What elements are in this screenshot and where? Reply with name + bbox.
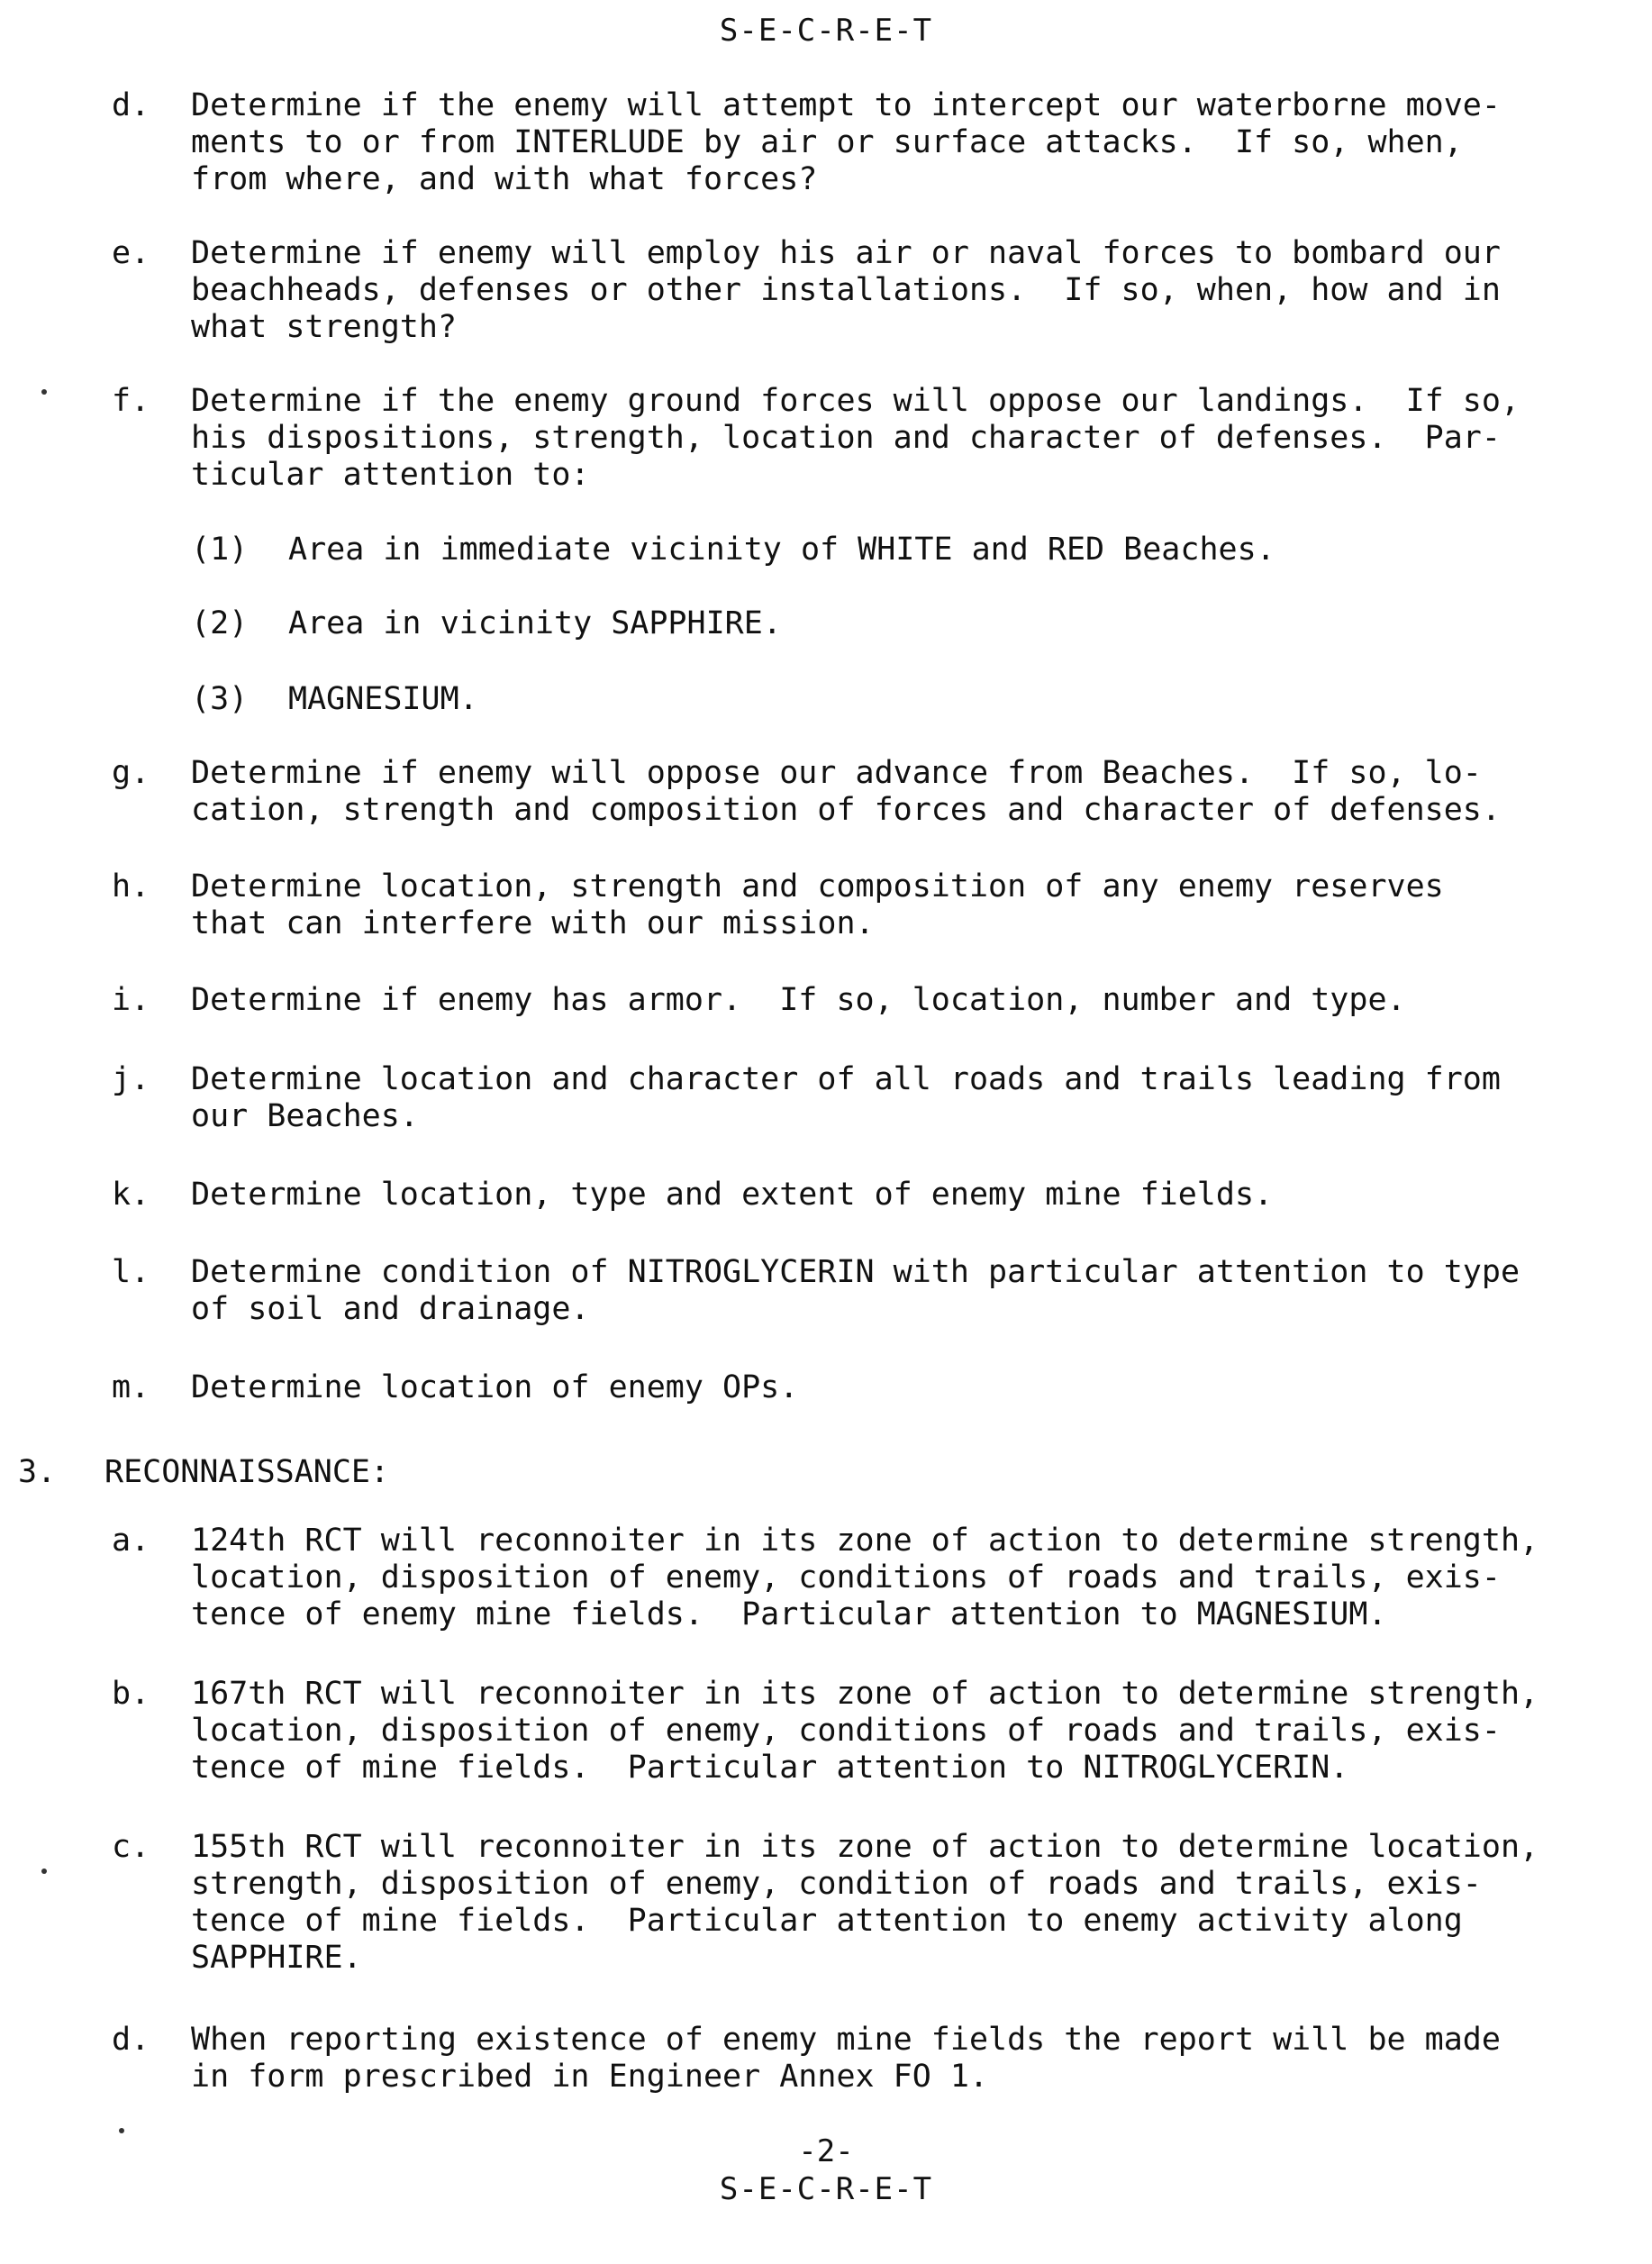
item-label: c. — [112, 1829, 150, 1865]
item-3c — [112, 1829, 1625, 1980]
item-text-line: Determine if enemy will employ his air or naval forces to bombard our — [191, 235, 1501, 271]
item-text-line: his dispositions, strength, location and character of defenses. Par- — [191, 420, 1501, 456]
bottom-classification-marking: S-E-C-R-E-T — [719, 2171, 933, 2207]
item-text-line: Determine if enemy has armor. If so, location, number and type. — [191, 982, 1406, 1018]
item-label: b. — [112, 1676, 150, 1712]
item-text-line: tence of mine fields. Particular attention to enemy activity along — [191, 1903, 1463, 1939]
item-text-line: tence of mine fields. Particular attention to NITROGLYCERIN. — [191, 1750, 1349, 1786]
item-3d — [112, 2022, 1625, 2097]
item-2l — [112, 1254, 1598, 1330]
item-text-line: in form prescribed in Engineer Annex FO 1. — [191, 2059, 989, 2095]
item-3a — [112, 1523, 1625, 1636]
item-label: h. — [112, 868, 150, 905]
item-text-line: SAPPHIRE. — [191, 1940, 362, 1976]
item-label: g. — [112, 755, 150, 791]
item-2i — [112, 982, 1598, 1022]
item-2k — [112, 1177, 1598, 1216]
item-text-line: ments to or from INTERLUDE by air or surface attacks. If so, when, — [191, 124, 1463, 160]
item-label: j. — [112, 1061, 150, 1097]
item-label: (2) — [191, 605, 249, 641]
item-text-line: 155th RCT will reconnoiter in its zone of action to determine location, — [191, 1829, 1539, 1865]
item-2j — [112, 1061, 1598, 1137]
item-text-line: tence of enemy mine fields. Particular attention to MAGNESIUM. — [191, 1596, 1387, 1632]
item-text-line: cation, strength and composition of forces and character of defenses. — [191, 792, 1501, 828]
item-text-line: Area in vicinity SAPPHIRE. — [288, 605, 782, 641]
item-2e — [112, 235, 1598, 349]
item-text-line: Determine location, strength and composition of any enemy reserves — [191, 868, 1444, 905]
item-2f-1 — [191, 532, 1542, 571]
section-3-heading — [18, 1454, 1549, 1494]
item-text-line: from where, and with what forces? — [191, 161, 818, 197]
item-2m — [112, 1369, 1598, 1409]
item-text-line: Determine if enemy will oppose our advance from Beaches. If so, lo- — [191, 755, 1482, 791]
item-text-line: Determine if the enemy will attempt to intercept our waterborne move- — [191, 87, 1501, 123]
item-text-line: Determine location and character of all roads and trails leading from — [191, 1061, 1501, 1097]
item-text-line: Determine location of enemy OPs. — [191, 1369, 799, 1405]
page-number: -2- — [798, 2133, 854, 2169]
item-text-line: 124th RCT will reconnoiter in its zone of action to determine strength, — [191, 1523, 1539, 1559]
item-2f-2 — [191, 605, 1542, 645]
item-text-line: our Beaches. — [191, 1098, 419, 1134]
top-classification-marking: S-E-C-R-E-T — [719, 13, 933, 49]
item-label: d. — [112, 87, 150, 123]
item-label: e. — [112, 235, 150, 271]
item-text-line: beachheads, defenses or other installations. If so, when, how and in — [191, 272, 1501, 308]
item-label: f. — [112, 383, 150, 419]
section-number: 3. — [18, 1454, 57, 1490]
item-2d — [112, 87, 1598, 201]
item-2g — [112, 755, 1598, 831]
item-2h — [112, 868, 1598, 944]
item-text-line: ticular attention to: — [191, 457, 590, 493]
item-label: (1) — [191, 532, 249, 568]
item-3b — [112, 1676, 1625, 1789]
item-text-line: what strength? — [191, 309, 458, 345]
item-text-line: location, disposition of enemy, conditions of roads and trails, exis- — [191, 1559, 1501, 1596]
item-label: a. — [112, 1523, 150, 1559]
item-text-line: that can interfere with our mission. — [191, 905, 875, 941]
item-label: l. — [112, 1254, 150, 1290]
item-label: i. — [112, 982, 150, 1018]
item-text-line: Determine location, type and extent of enemy mine fields. — [191, 1177, 1274, 1213]
item-label: (3) — [191, 681, 249, 717]
item-text-line: MAGNESIUM. — [288, 681, 478, 717]
item-label: k. — [112, 1177, 150, 1213]
item-text-line: 167th RCT will reconnoiter in its zone of action to determine strength, — [191, 1676, 1539, 1712]
item-text-line: Determine condition of NITROGLYCERIN with particular attention to type — [191, 1254, 1520, 1290]
item-text-line: of soil and drainage. — [191, 1291, 590, 1327]
item-label: d. — [112, 2022, 150, 2058]
item-label: m. — [112, 1369, 150, 1405]
item-2f — [112, 383, 1598, 496]
item-text-line: Area in immediate vicinity of WHITE and RED Beaches. — [288, 532, 1275, 568]
scan-speck — [41, 389, 47, 395]
item-text-line: When reporting existence of enemy mine fields the report will be made — [191, 2022, 1501, 2058]
scan-speck — [41, 1868, 47, 1874]
item-text-line: strength, disposition of enemy, condition of roads and trails, exis- — [191, 1866, 1482, 1902]
section-title: RECONNAISSANCE: — [104, 1454, 390, 1490]
item-text-line: location, disposition of enemy, conditions of roads and trails, exis- — [191, 1713, 1501, 1749]
item-2f-3 — [191, 681, 1542, 721]
item-text-line: Determine if the enemy ground forces will oppose our landings. If so, — [191, 383, 1520, 419]
